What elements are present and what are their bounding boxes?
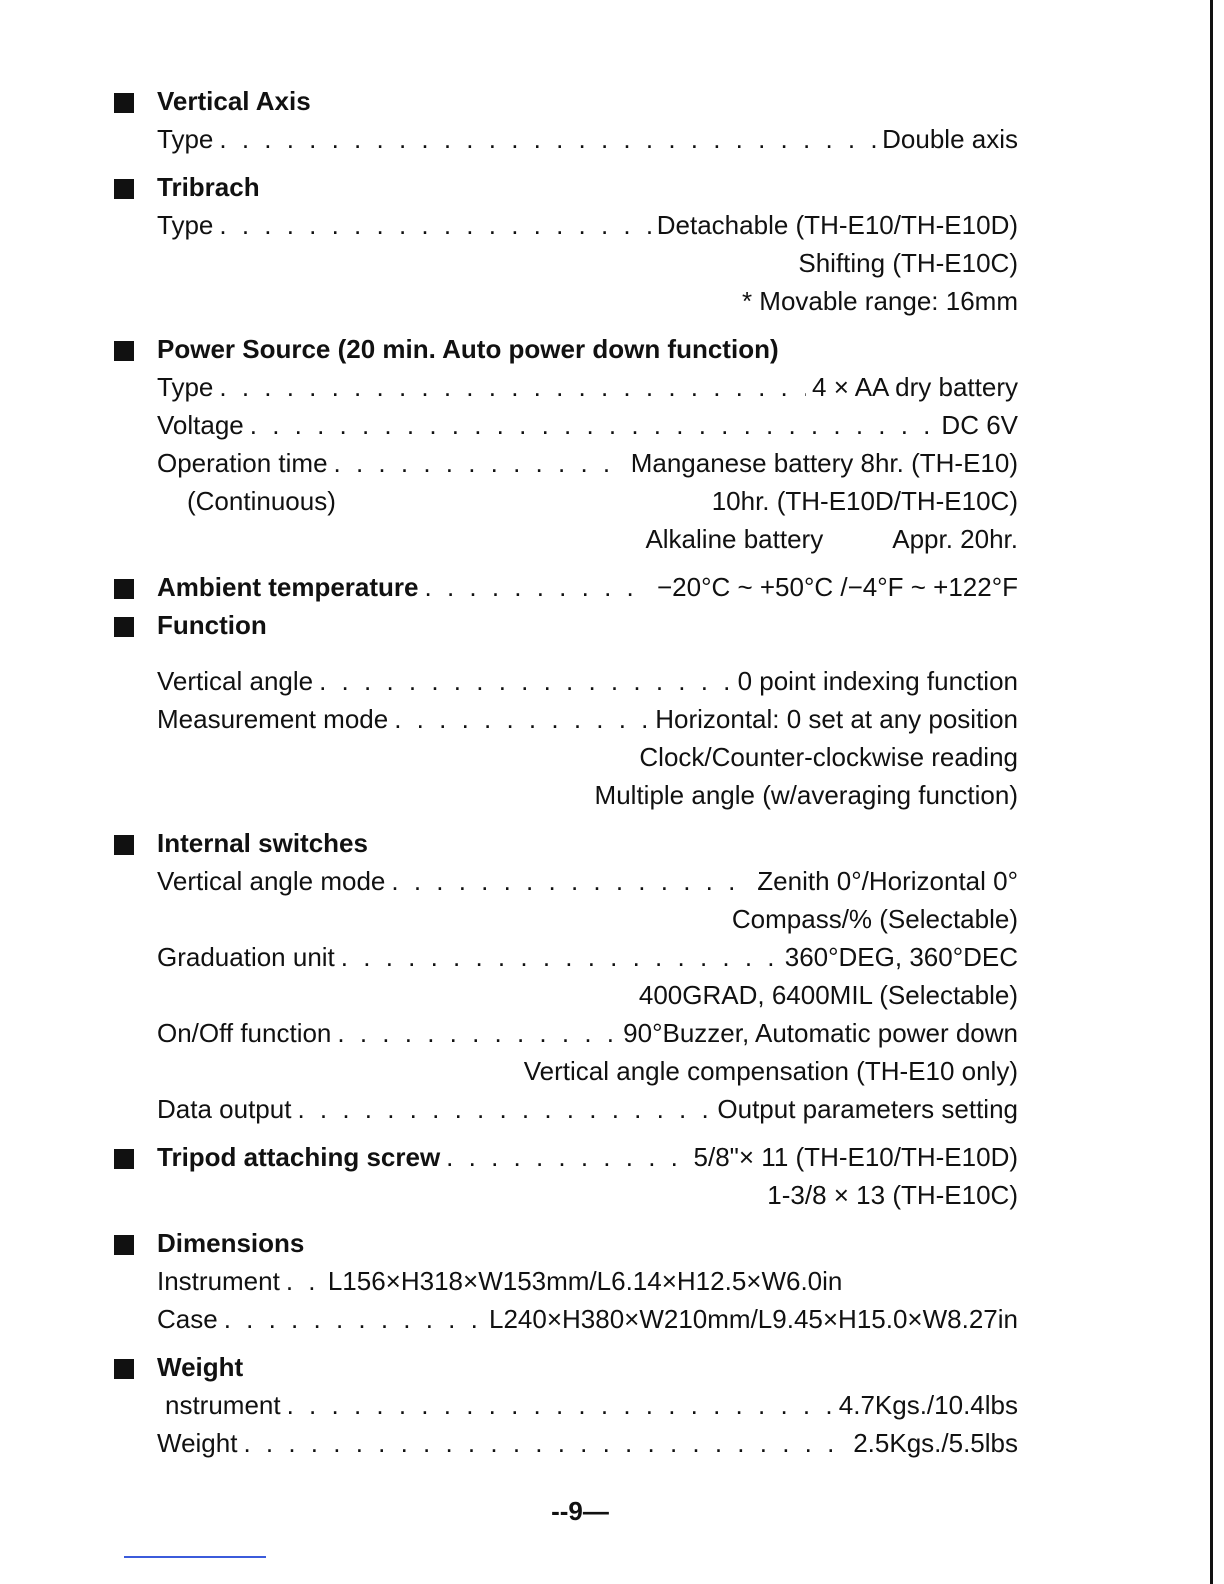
section-tribrach: [114, 168, 1018, 320]
spec-row: [114, 1300, 1018, 1338]
section-heading: Weight: [114, 1348, 1018, 1386]
spec-value: Output parameters setting: [717, 1094, 1018, 1124]
leader-dots: [250, 406, 936, 444]
square-bullet-icon: [114, 179, 134, 199]
spec-label: Type: [157, 372, 214, 402]
spec-continuation: Vertical angle compensation (TH-E10 only): [523, 1056, 1018, 1086]
spec-row: [114, 444, 1018, 482]
page-edge-border: [1210, 0, 1213, 1584]
section-power-source: [114, 330, 1018, 558]
spec-value: L240×H380×W210mm/L9.45×H15.0×W8.27in: [488, 1304, 1018, 1334]
spec-page: [114, 82, 1018, 1462]
square-bullet-icon: [114, 1359, 134, 1379]
spec-label: Operation time: [157, 448, 328, 478]
spec-row: [114, 206, 1018, 244]
spec-value: 90°Buzzer, Automatic power down: [623, 1018, 1018, 1048]
spec-value: Detachable (TH-E10/TH-E10D): [656, 210, 1018, 240]
square-bullet-icon: [114, 835, 134, 855]
leader-dots: [394, 700, 649, 738]
spec-value: Horizontal: 0 set at any position: [655, 704, 1018, 734]
spec-row: [114, 862, 1018, 900]
section-heading: Tribrach: [114, 168, 1018, 206]
leader-dots: [286, 1262, 322, 1300]
square-bullet-icon: [114, 1235, 134, 1255]
leader-dots: [219, 206, 650, 244]
spec-row: [114, 1386, 1018, 1424]
spec-label: Measurement mode: [157, 704, 389, 734]
spec-sublabel: (Continuous): [187, 486, 336, 516]
section-heading: Power Source (20 min. Auto power down function): [114, 330, 1018, 368]
spec-value: 4.7Kgs./10.4lbs: [838, 1390, 1018, 1420]
spec-value: −20°C ~ +50°C /−4°F ~ +122°F: [656, 572, 1018, 602]
spec-row: [114, 1424, 1018, 1462]
section-dimensions: [114, 1224, 1018, 1338]
spec-label: Type: [157, 210, 214, 240]
spec-continuation: Shifting (TH-E10C): [798, 248, 1018, 278]
square-bullet-icon: [114, 617, 134, 637]
spec-label: Data output: [157, 1094, 292, 1124]
page-number: --9—: [551, 1496, 609, 1526]
leader-dots: [341, 938, 779, 976]
spec-continuation: 400GRAD, 6400MIL (Selectable): [638, 980, 1018, 1010]
spec-row: [114, 1090, 1018, 1128]
section-heading: Dimensions: [114, 1224, 1018, 1262]
section-heading: Ambient temperature . . . −20°C ~ +50°C /−4°F ~ +122°F: [114, 568, 1018, 606]
spec-value: 10hr. (TH-E10D/TH-E10C): [711, 486, 1018, 516]
spec-label: Vertical angle: [157, 666, 314, 696]
section-heading: Vertical Axis: [114, 82, 1018, 120]
spec-value: Manganese battery 8hr. (TH-E10): [630, 448, 1018, 478]
section-tripod-screw: [114, 1138, 1018, 1214]
spec-value: Double axis: [882, 124, 1018, 154]
leader-dots: [337, 1014, 617, 1052]
section-heading: Function: [114, 606, 1018, 644]
spec-label: Type: [157, 124, 214, 154]
spec-row: [114, 1014, 1018, 1052]
leader-dots: [287, 1386, 833, 1424]
leader-dots: [446, 1138, 687, 1176]
leader-dots: [334, 444, 625, 482]
spec-row: [114, 1262, 1018, 1300]
spec-label: Graduation unit: [157, 942, 335, 972]
spec-row: [114, 938, 1018, 976]
square-bullet-icon: [114, 1149, 134, 1169]
spec-row: [114, 120, 1018, 158]
leader-dots: [219, 368, 806, 406]
square-bullet-icon: [114, 579, 134, 599]
section-internal-switches: [114, 824, 1018, 1128]
leader-dots: [319, 662, 731, 700]
spec-sublabel: Alkaline battery: [645, 524, 824, 554]
spec-continuation: Clock/Counter-clockwise reading: [639, 742, 1018, 772]
spec-value: Appr. 20hr.: [892, 524, 1018, 554]
spec-value: 360°DEG, 360°DEC: [784, 942, 1018, 972]
leader-dots: [219, 120, 876, 158]
leader-dots: [297, 1090, 711, 1128]
section-vertical-axis: [114, 82, 1018, 158]
spec-label: Case: [157, 1304, 218, 1334]
spec-value: L156×H318×W153mm/L6.14×H12.5×W6.0in: [327, 1266, 843, 1296]
spec-label: On/Off function: [157, 1018, 332, 1048]
leader-dots: [224, 1300, 483, 1338]
section-ambient-temperature: [114, 568, 1018, 606]
spec-label: Voltage: [157, 410, 244, 440]
spec-row: [114, 368, 1018, 406]
section-function: [114, 606, 1018, 814]
spec-value: 4 × AA dry battery: [812, 372, 1018, 402]
spec-value: 2.5Kgs./5.5lbs: [853, 1428, 1018, 1458]
spec-row: [114, 662, 1018, 700]
square-bullet-icon: [114, 341, 134, 361]
spec-row: [114, 406, 1018, 444]
spec-value: Zenith 0°/Horizontal 0°: [757, 866, 1018, 896]
leader-dots: [243, 1424, 847, 1462]
section-heading: Tripod attaching screw . . . 5/8"× 11 (TH-E10/TH-E10D): [114, 1138, 1018, 1176]
spec-row: [114, 700, 1018, 738]
spec-value: DC 6V: [941, 410, 1018, 440]
spec-continuation: 1-3/8 × 13 (TH-E10C): [767, 1180, 1018, 1210]
spec-label: Weight: [157, 1428, 238, 1458]
spec-value: 5/8"× 11 (TH-E10/TH-E10D): [693, 1142, 1018, 1172]
spec-value: 0 point indexing function: [737, 666, 1018, 696]
leader-dots: [425, 568, 651, 606]
spec-label: Instrument: [157, 1266, 280, 1296]
spec-label: Vertical angle mode: [157, 866, 386, 896]
spec-continuation: [114, 520, 1018, 558]
spec-label: nstrument: [165, 1390, 281, 1420]
spec-continuation: [114, 482, 1018, 520]
spec-continuation: Multiple angle (w/averaging function): [594, 780, 1018, 810]
scan-underline-mark: [124, 1556, 266, 1558]
spec-continuation: Compass/% (Selectable): [731, 904, 1018, 934]
section-heading: Internal switches: [114, 824, 1018, 862]
section-weight: [114, 1348, 1018, 1462]
leader-dots: [391, 862, 751, 900]
square-bullet-icon: [114, 93, 134, 113]
spec-continuation: * Movable range: 16mm: [741, 286, 1018, 316]
